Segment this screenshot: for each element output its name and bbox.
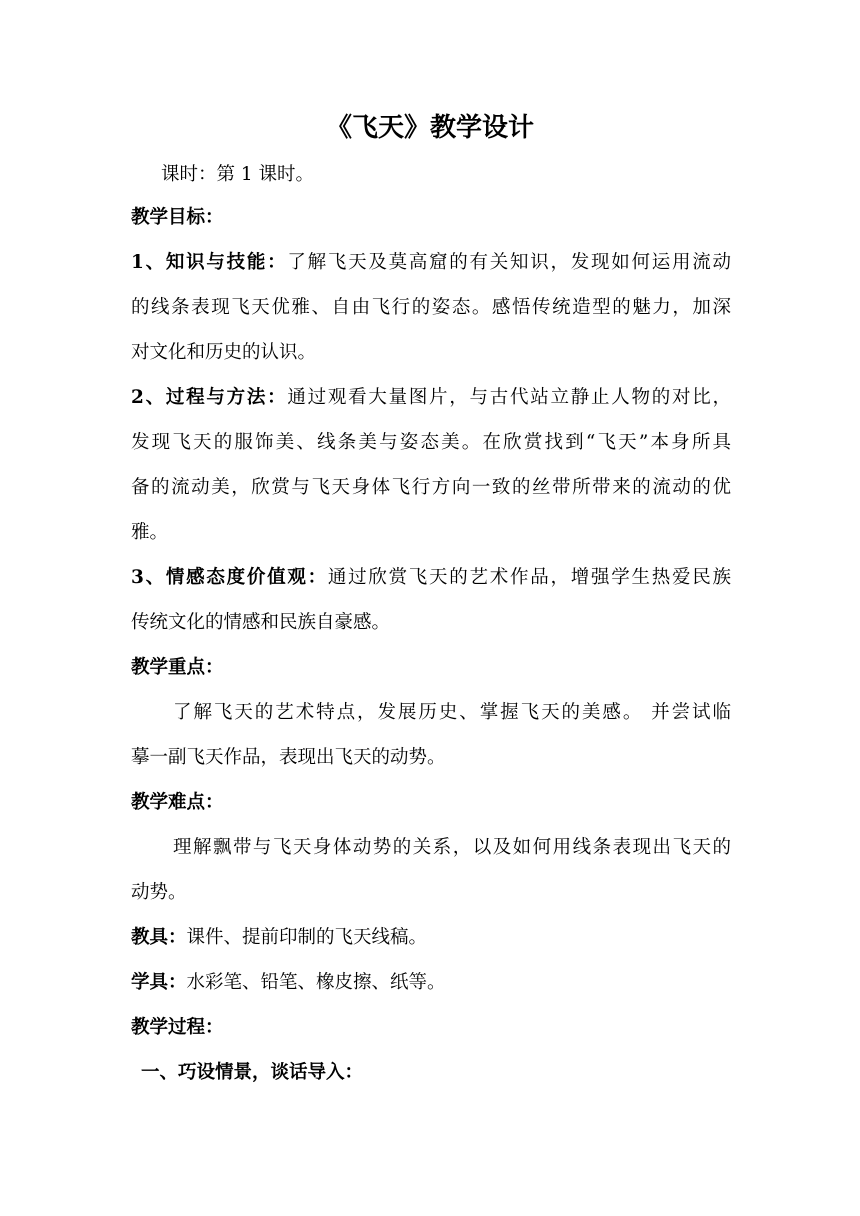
objective-3-label: 3、情感态度价值观： (131, 567, 328, 588)
teaching-tools-text: 课件、提前印制的飞天线稿。 (186, 927, 428, 948)
student-tools-text: 水彩笔、铅笔、橡皮擦、纸等。 (186, 972, 446, 993)
objective-1-line-3: 对文化和历史的认识。 (131, 342, 317, 363)
objective-1-label: 1、知识与技能： (131, 252, 288, 273)
objective-1-line-1 (131, 250, 731, 276)
difficulty-heading: 教学难点： (131, 792, 224, 813)
key-points-heading: 教学重点： (131, 657, 224, 678)
process-heading: 教学过程： (131, 1017, 224, 1038)
objective-3-text-1: 通过欣赏飞天的艺术作品，增强学生热爱民族 (327, 567, 731, 588)
difficulty-line-1: 理解飘带与飞天身体动势的关系，以及如何用线条表现出飞天的 (173, 837, 731, 858)
document-title: 《飞天》教学设计 (325, 113, 534, 143)
student-tools-label: 学具： (131, 972, 187, 993)
key-points-line-2: 摹一副飞天作品，表现出飞天的动势。 (131, 747, 446, 768)
objective-2-text-1: 通过观看大量图片，与古代站立静止人物的对比， (287, 387, 731, 408)
objective-1-text-1: 了解飞天及莫高窟的有关知识，发现如何运用流动 (287, 252, 731, 273)
step-1-heading: 一、巧设情景，谈话导入： (141, 1062, 364, 1083)
objective-2-label: 2、过程与方法： (131, 387, 288, 408)
difficulty-line-2: 动势。 (131, 882, 187, 903)
objective-3-line-1 (131, 565, 731, 591)
teaching-tools (131, 925, 731, 951)
teaching-tools-label: 教具： (131, 927, 187, 948)
objective-2-line-2: 发现飞天的服饰美、线条美与姿态美。在欣赏找到“飞天”本身所具 (131, 432, 731, 453)
objective-2-line-3: 备的流动美，欣赏与飞天身体飞行方向一致的丝带所带来的流动的优 (131, 477, 731, 498)
key-points-line-1: 了解飞天的艺术特点，发展历史、掌握飞天的美感。 并尝试临 (173, 702, 731, 723)
lesson-time: 课时：第 1 课时。 (161, 164, 315, 185)
objective-2-line-4: 雅。 (131, 522, 169, 543)
student-tools (131, 970, 731, 996)
objectives-heading: 教学目标： (131, 207, 224, 228)
objective-3-line-2: 传统文化的情感和民族自豪感。 (131, 612, 391, 633)
objective-1-line-2: 的线条表现飞天优雅、自由飞行的姿态。感悟传统造型的魅力，加深 (131, 297, 731, 318)
objective-2-line-1 (131, 385, 731, 411)
